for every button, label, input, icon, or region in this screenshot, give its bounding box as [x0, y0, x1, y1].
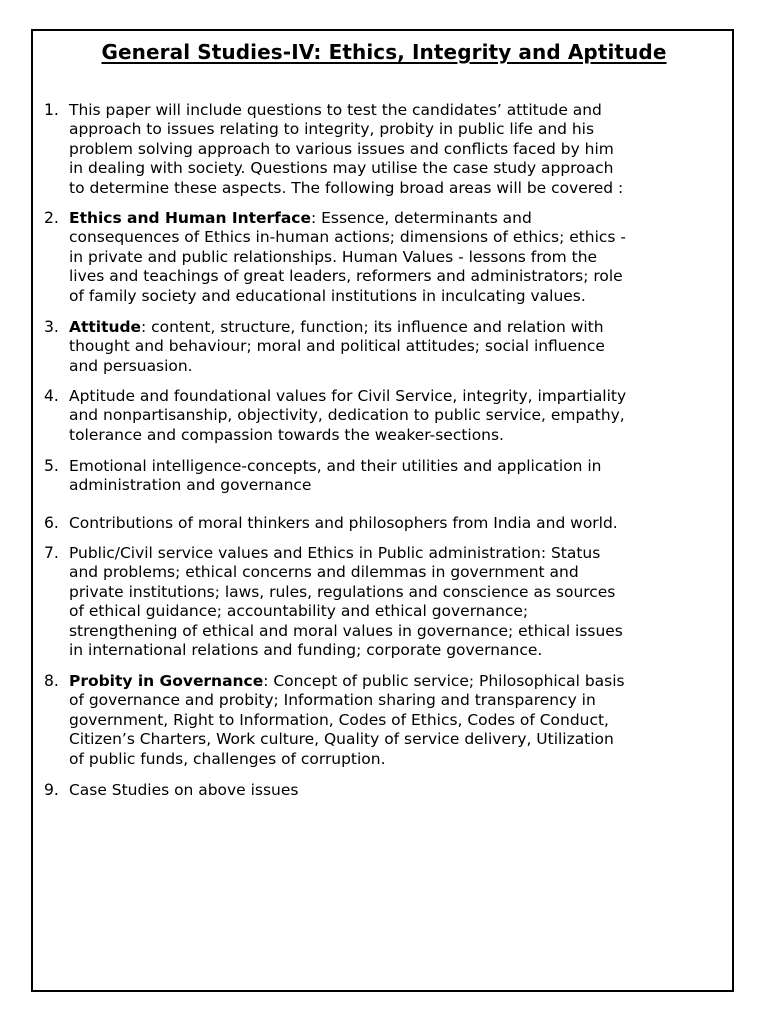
item-line: in private and public relationships. Human Values - lessons from the [69, 247, 598, 266]
item-line: lives and teachings of great leaders, reformers and administrators; role [69, 267, 623, 286]
item-line: to determine these aspects. The following broad areas will be covered : [69, 178, 624, 197]
item-line: : Essence, determinants and [310, 209, 532, 227]
list-item [44, 544, 734, 660]
item-line: of family society and educational institutions in inculcating values. [69, 286, 586, 305]
item-line: in dealing with society. Questions may utilise the case study approach [69, 159, 614, 178]
list-item [44, 101, 734, 198]
item-heading: Probity in Governance [69, 672, 264, 690]
list-item [44, 318, 734, 376]
item-number: 1. [44, 101, 59, 119]
item-line: administration and governance [69, 476, 312, 495]
item-line: of governance and probity; Information sharing and transparency in [69, 691, 596, 710]
item-line: : content, structure, function; its influence and relation with [141, 318, 604, 336]
item-line: thought and behaviour; moral and political attitudes; social influence [69, 337, 605, 356]
item-line: problem solving approach to various issues and conflicts faced by him [69, 139, 614, 158]
item-line: of ethical guidance; accountability and ethical governance; [69, 602, 529, 621]
item-line: Contributions of moral thinkers and philosophers from India and world. [69, 514, 618, 532]
list-item [44, 387, 734, 445]
item-heading: Attitude [69, 318, 142, 336]
item-line: tolerance and compassion towards the weaker-sections. [69, 425, 504, 444]
item-line: Citizen’s Charters, Work culture, Quality of service delivery, Utilization [69, 730, 614, 749]
item-line: and problems; ethical concerns and dilemmas in government and [69, 563, 579, 582]
item-line: approach to issues relating to integrity, probity in public life and his [69, 120, 595, 139]
page-title: General Studies-IV: Ethics, Integrity and Aptitude [101, 40, 667, 64]
item-line: private institutions; laws, rules, regulations and conscience as sources [69, 582, 616, 601]
item-line: and persuasion. [69, 356, 193, 375]
list-item [44, 209, 734, 306]
item-line: of public funds, challenges of corruption. [69, 749, 386, 768]
item-line: in international relations and funding; corporate governance. [69, 641, 543, 660]
item-line: Case Studies on above issues [69, 781, 299, 799]
item-line: Public/Civil service values and Ethics in Public administration: Status [69, 544, 601, 562]
item-number: 2. [44, 209, 59, 227]
item-number: 7. [44, 544, 59, 562]
item-number: 6. [44, 514, 59, 532]
item-line: government, Right to Information, Codes of Ethics, Codes of Conduct, [69, 710, 609, 729]
item-number: 3. [44, 318, 59, 336]
item-number: 9. [44, 781, 59, 799]
item-heading: Ethics and Human Interface [69, 209, 311, 227]
item-line: : Concept of public service; Philosophical basis [263, 672, 625, 690]
list-item [44, 514, 734, 533]
item-number: 4. [44, 387, 59, 405]
list-item [44, 672, 734, 769]
item-line: This paper will include questions to test the candidates’ attitude and [69, 101, 602, 119]
item-line: Aptitude and foundational values for Civil Service, integrity, impartiality [69, 387, 627, 405]
item-line: and nonpartisanship, objectivity, dedication to public service, empathy, [69, 406, 625, 425]
item-number: 8. [44, 672, 59, 690]
list-item [44, 457, 734, 496]
item-number: 5. [44, 457, 59, 475]
item-line: Emotional intelligence-concepts, and their utilities and application in [69, 457, 602, 475]
list-item [44, 781, 734, 800]
item-line: strengthening of ethical and moral values in governance; ethical issues [69, 621, 623, 640]
item-line: consequences of Ethics in-human actions; dimensions of ethics; ethics - [69, 228, 626, 247]
